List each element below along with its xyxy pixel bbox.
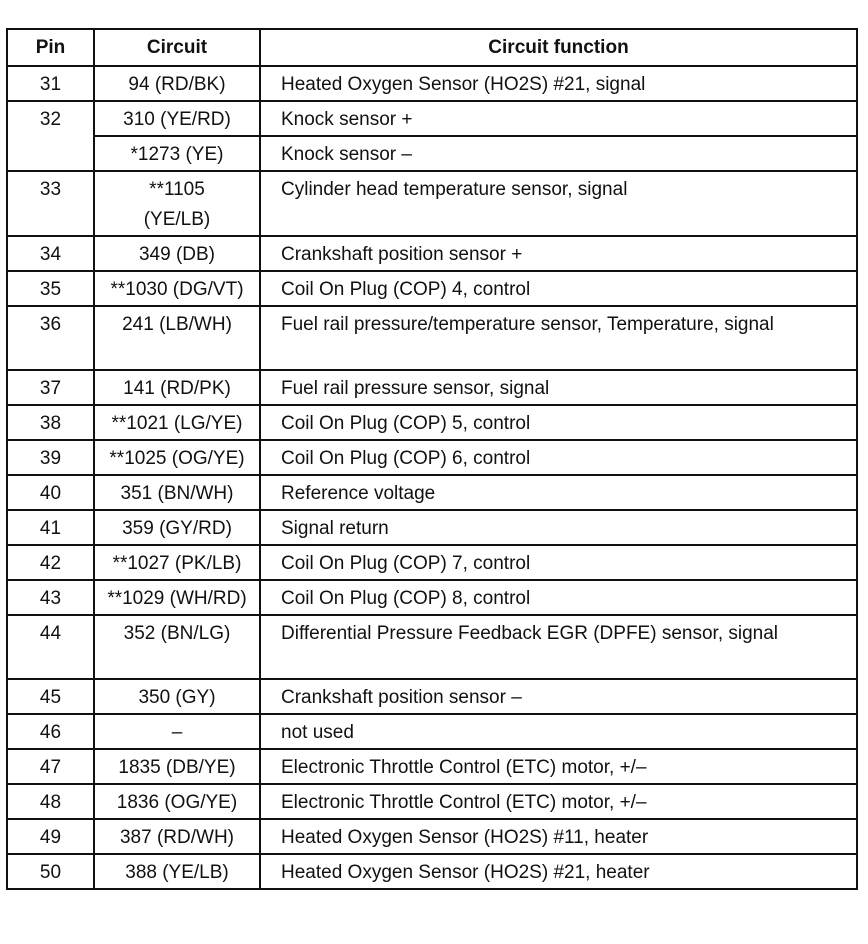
function-cell: Heated Oxygen Sensor (HO2S) #11, heater xyxy=(260,819,857,854)
circuit-cell: **1025 (OG/YE) xyxy=(94,440,260,475)
function-cell: Fuel rail pressure sensor, signal xyxy=(260,370,857,405)
pin-cell: 33 xyxy=(7,171,94,236)
function-cell: Signal return xyxy=(260,510,857,545)
table-row xyxy=(7,236,857,271)
pin-cell: 34 xyxy=(7,236,94,271)
circuit-cell: 1836 (OG/YE) xyxy=(94,784,260,819)
table-row xyxy=(7,440,857,475)
table-row xyxy=(7,405,857,440)
function-cell: Coil On Plug (COP) 5, control xyxy=(260,405,857,440)
table-row xyxy=(7,101,857,136)
function-cell: Coil On Plug (COP) 8, control xyxy=(260,580,857,615)
header-circuit-function: Circuit function xyxy=(260,29,857,66)
function-cell: Coil On Plug (COP) 4, control xyxy=(260,271,857,306)
function-cell: Heated Oxygen Sensor (HO2S) #21, signal xyxy=(260,66,857,101)
function-cell: Differential Pressure Feedback EGR (DPFE) sensor, signal xyxy=(260,615,857,679)
function-cell: Reference voltage xyxy=(260,475,857,510)
circuit-cell: 350 (GY) xyxy=(94,679,260,714)
pin-cell: 37 xyxy=(7,370,94,405)
table-row xyxy=(7,679,857,714)
pin-cell: 47 xyxy=(7,749,94,784)
table-row xyxy=(7,271,857,306)
table-row xyxy=(7,819,857,854)
function-cell: Heated Oxygen Sensor (HO2S) #21, heater xyxy=(260,854,857,889)
pin-cell: 45 xyxy=(7,679,94,714)
table-row xyxy=(7,136,857,171)
table-row xyxy=(7,306,857,370)
header-circuit: Circuit xyxy=(94,29,260,66)
pin-cell: 49 xyxy=(7,819,94,854)
table-row xyxy=(7,171,857,236)
circuit-cell: – xyxy=(94,714,260,749)
circuit-cell: **1021 (LG/YE) xyxy=(94,405,260,440)
circuit-cell: 388 (YE/LB) xyxy=(94,854,260,889)
circuit-cell: 349 (DB) xyxy=(94,236,260,271)
function-cell: Crankshaft position sensor + xyxy=(260,236,857,271)
table-row xyxy=(7,580,857,615)
pin-table-container xyxy=(6,28,858,890)
table-row xyxy=(7,370,857,405)
pin-cell: 50 xyxy=(7,854,94,889)
pin-cell: 32 xyxy=(7,101,94,171)
header-row xyxy=(7,29,857,66)
function-cell: Cylinder head temperature sensor, signal xyxy=(260,171,857,236)
circuit-cell: 1835 (DB/YE) xyxy=(94,749,260,784)
pin-cell: 35 xyxy=(7,271,94,306)
function-cell: Electronic Throttle Control (ETC) motor, +/– xyxy=(260,784,857,819)
table-row xyxy=(7,714,857,749)
circuit-cell: 359 (GY/RD) xyxy=(94,510,260,545)
circuit-cell: *1273 (YE) xyxy=(94,136,260,171)
table-row xyxy=(7,615,857,679)
function-cell: not used xyxy=(260,714,857,749)
function-cell: Crankshaft position sensor – xyxy=(260,679,857,714)
pin-cell: 42 xyxy=(7,545,94,580)
header-pin: Pin xyxy=(7,29,94,66)
circuit-cell: 310 (YE/RD) xyxy=(94,101,260,136)
pin-table xyxy=(6,28,858,890)
circuit-cell: 241 (LB/WH) xyxy=(94,306,260,370)
function-cell: Coil On Plug (COP) 7, control xyxy=(260,545,857,580)
pin-cell: 41 xyxy=(7,510,94,545)
function-cell: Knock sensor + xyxy=(260,101,857,136)
pin-cell: 36 xyxy=(7,306,94,370)
circuit-cell: 141 (RD/PK) xyxy=(94,370,260,405)
pin-cell: 40 xyxy=(7,475,94,510)
circuit-cell: **1027 (PK/LB) xyxy=(94,545,260,580)
circuit-cell: **1030 (DG/VT) xyxy=(94,271,260,306)
function-cell: Fuel rail pressure/temperature sensor, Temperature, signal xyxy=(260,306,857,370)
pin-cell: 38 xyxy=(7,405,94,440)
pin-cell: 43 xyxy=(7,580,94,615)
pin-cell: 44 xyxy=(7,615,94,679)
circuit-cell: **1105 (YE/LB) xyxy=(94,171,260,236)
circuit-cell: 351 (BN/WH) xyxy=(94,475,260,510)
function-cell: Electronic Throttle Control (ETC) motor, +/– xyxy=(260,749,857,784)
function-cell: Knock sensor – xyxy=(260,136,857,171)
circuit-cell: 352 (BN/LG) xyxy=(94,615,260,679)
table-row xyxy=(7,749,857,784)
table-row xyxy=(7,510,857,545)
circuit-cell: 387 (RD/WH) xyxy=(94,819,260,854)
table-row xyxy=(7,545,857,580)
pin-cell: 46 xyxy=(7,714,94,749)
table-row xyxy=(7,854,857,889)
table-row xyxy=(7,66,857,101)
pin-cell: 48 xyxy=(7,784,94,819)
circuit-cell: **1029 (WH/RD) xyxy=(94,580,260,615)
table-row xyxy=(7,784,857,819)
pin-cell: 39 xyxy=(7,440,94,475)
table-row xyxy=(7,475,857,510)
circuit-cell: 94 (RD/BK) xyxy=(94,66,260,101)
pin-cell: 31 xyxy=(7,66,94,101)
function-cell: Coil On Plug (COP) 6, control xyxy=(260,440,857,475)
